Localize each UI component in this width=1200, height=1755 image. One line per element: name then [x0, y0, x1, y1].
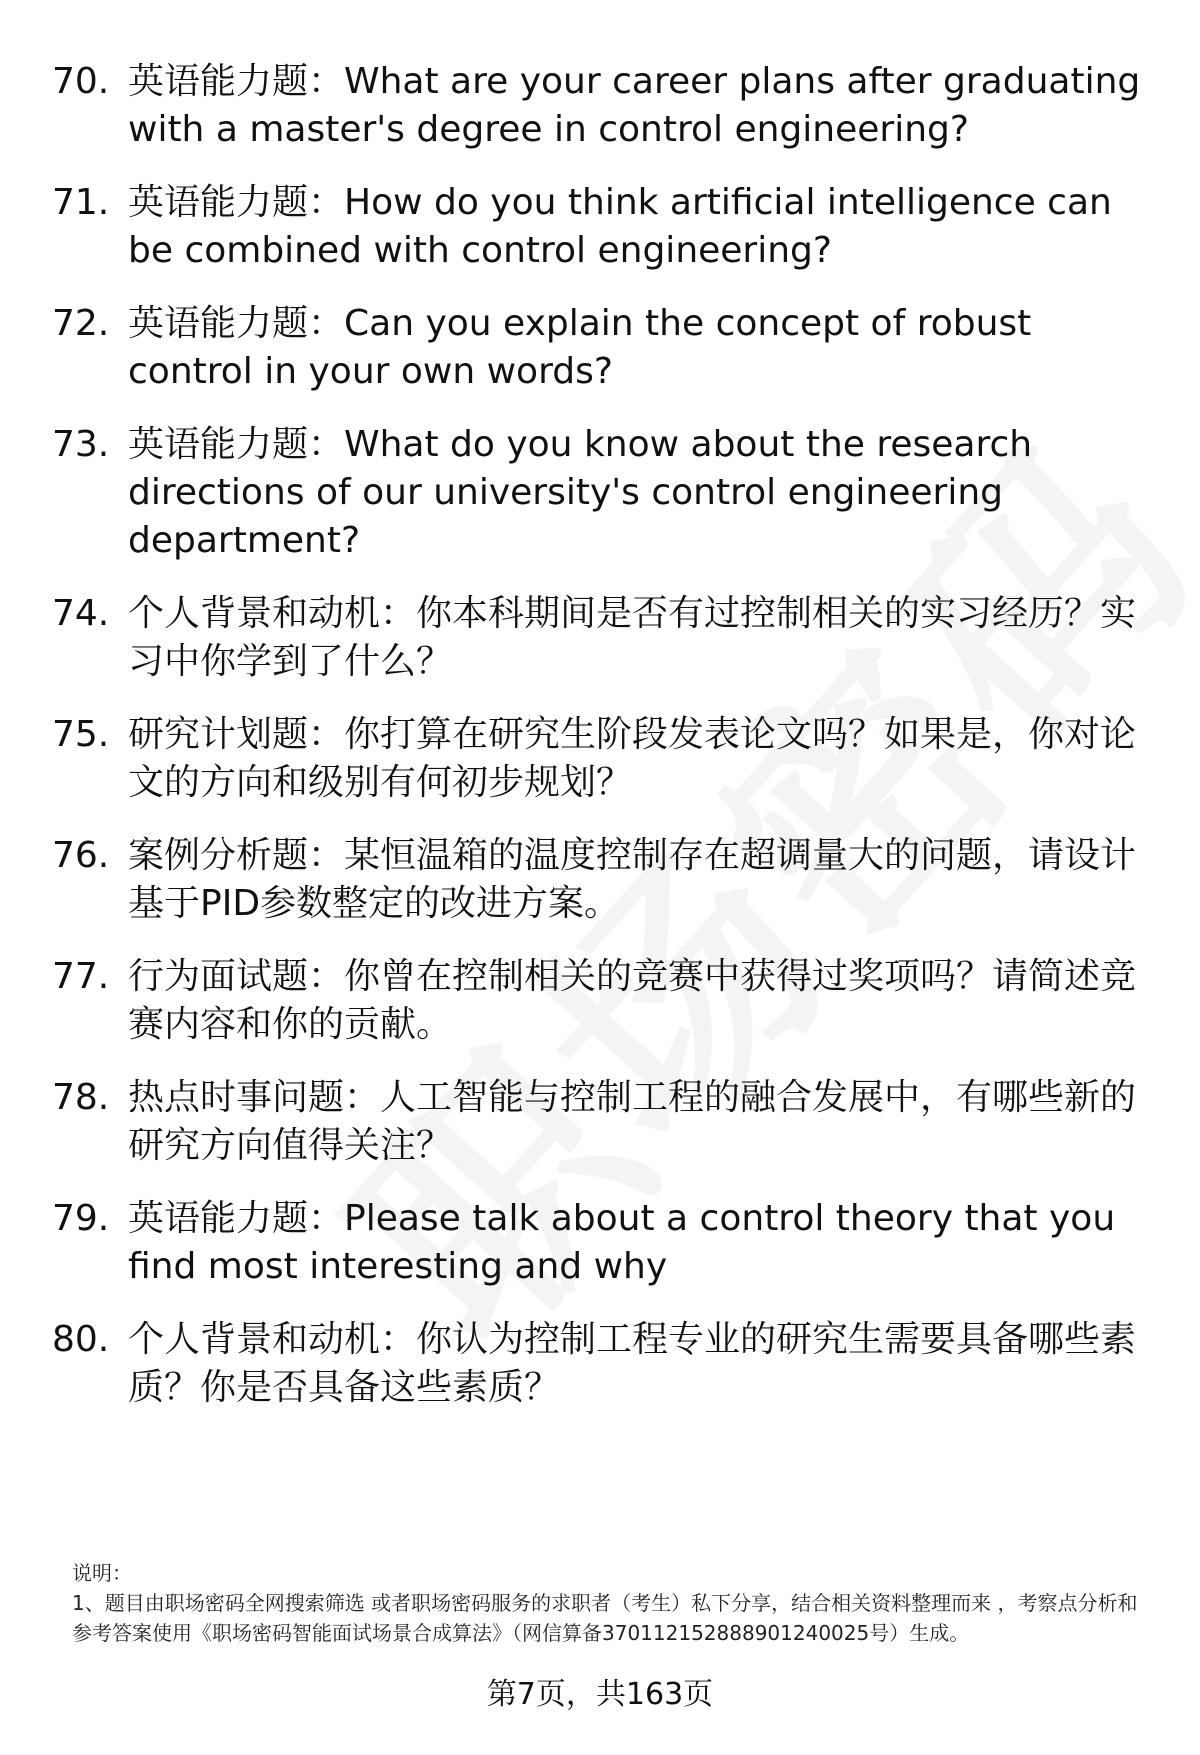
question-text: 英语能力题：What do you know about the research directions of our university's control engineering department? — [128, 424, 1033, 561]
question-item — [52, 1195, 1162, 1291]
question-text: 案例分析题：某恒温箱的温度控制存在超调量大的问题，请设计基于PID参数整定的改进方案。 — [128, 835, 1137, 924]
question-item — [52, 590, 1162, 686]
question-text: 个人背景和动机：你本科期间是否有过控制相关的实习经历？实习中你学到了什么？ — [128, 593, 1137, 682]
question-item — [52, 421, 1162, 565]
question-number: 79. — [52, 1198, 110, 1239]
question-number: 70. — [52, 61, 110, 102]
question-item — [52, 179, 1162, 275]
notes-line: 1、题目由职场密码全网搜索筛选 或者职场密码服务的求职者（考生）私下分享，结合相关资料整理而来 ，考察点分析和参考答案使用《职场密码智能面试场景合成算法》（网信算备370112152888901240025号）生成。 — [72, 1591, 1138, 1645]
question-number: 75. — [52, 714, 110, 755]
question-number: 71. — [52, 182, 110, 223]
question-number: 80. — [52, 1319, 110, 1360]
question-text: 个人背景和动机：你认为控制工程专业的研究生需要具备哪些素质？你是否具备这些素质？ — [128, 1319, 1137, 1408]
question-number: 72. — [52, 303, 110, 344]
question-number: 73. — [52, 424, 110, 465]
question-number: 74. — [52, 593, 110, 634]
question-text: 英语能力题：Please talk about a control theory that you find most interesting and why — [128, 1198, 1116, 1287]
question-text: 英语能力题：How do you think artificial intelligence can be combined with control engineering? — [128, 182, 1112, 271]
page-number: 第7页，共163页 — [486, 1677, 714, 1712]
question-list — [52, 58, 1162, 1437]
notes-heading: 说明： — [72, 1561, 132, 1585]
question-text: 热点时事问题：人工智能与控制工程的融合发展中，有哪些新的研究方向值得关注？ — [128, 1077, 1137, 1166]
question-number: 77. — [52, 956, 110, 997]
question-number: 78. — [52, 1077, 110, 1118]
question-item — [52, 953, 1162, 1049]
question-item — [52, 58, 1162, 154]
question-item — [52, 832, 1162, 928]
question-text: 英语能力题：Can you explain the concept of robust control in your own words? — [128, 303, 1032, 392]
question-item — [52, 711, 1162, 807]
question-item — [52, 1316, 1162, 1412]
question-text: 行为面试题：你曾在控制相关的竞赛中获得过奖项吗？请简述竞赛内容和你的贡献。 — [128, 956, 1137, 1045]
question-number: 76. — [52, 835, 110, 876]
question-text: 研究计划题：你打算在研究生阶段发表论文吗？如果是，你对论文的方向和级别有何初步规划？ — [128, 714, 1137, 803]
question-item — [52, 1074, 1162, 1170]
question-item — [52, 300, 1162, 396]
question-text: 英语能力题：What are your career plans after graduating with a master's degree in control engineering? — [128, 61, 1141, 150]
notes-section — [72, 1558, 1152, 1648]
